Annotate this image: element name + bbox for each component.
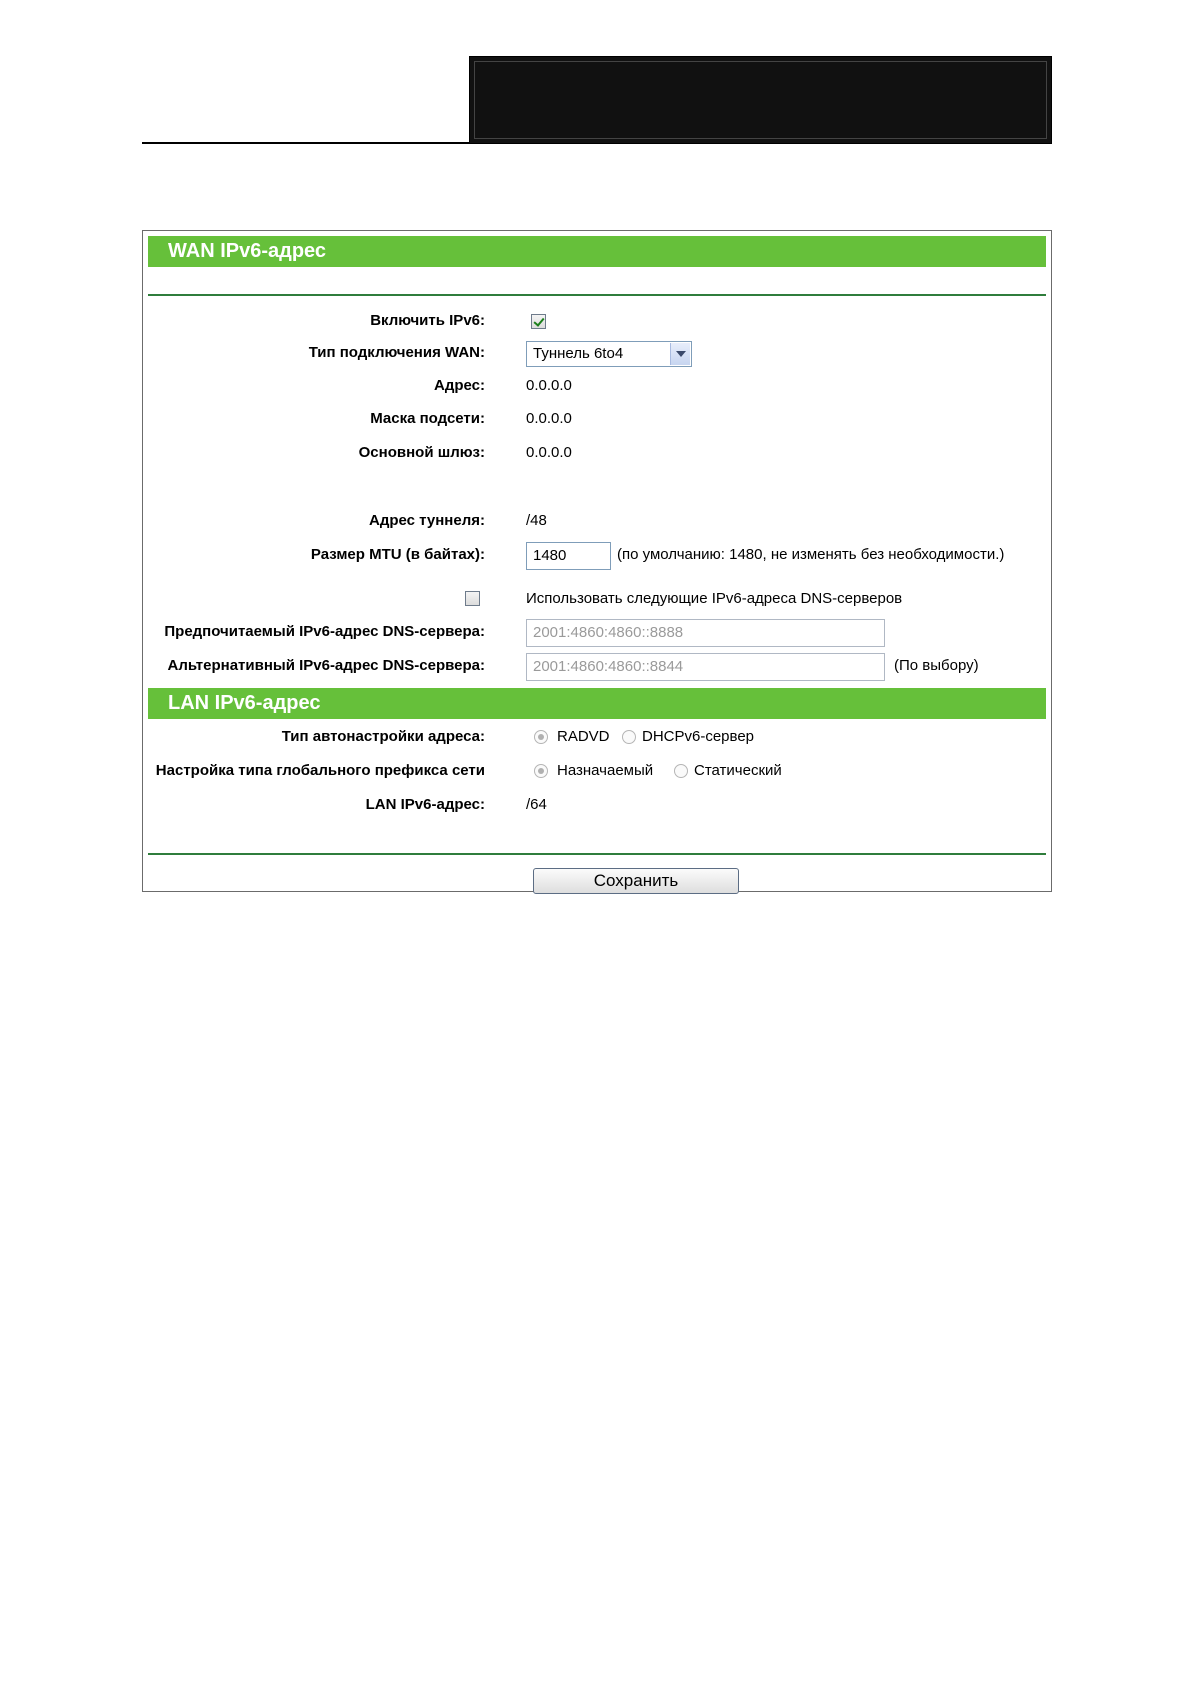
chevron-down-icon[interactable]	[670, 343, 690, 365]
gateway-value: 0.0.0.0	[526, 444, 572, 461]
lan-section-title: LAN IPv6-адрес	[148, 688, 1046, 719]
prefix-type-label: Настройка типа глобального префикса сети	[155, 762, 485, 779]
use-dns-checkbox[interactable]	[465, 591, 480, 606]
subnet-mask-value: 0.0.0.0	[526, 410, 572, 427]
secondary-dns-label: Альтернативный IPv6-адрес DNS-сервера:	[167, 657, 485, 674]
tunnel-address-label: Адрес туннеля:	[369, 512, 485, 529]
connection-type-select[interactable]	[526, 341, 692, 367]
connection-type-value: Туннель 6to4	[533, 345, 624, 362]
wan-separator	[148, 294, 1046, 296]
header-banner	[469, 56, 1052, 144]
header-rule	[142, 142, 469, 144]
connection-type-label: Тип подключения WAN:	[308, 344, 485, 361]
autoconf-dhcpv6-label: DHCPv6-сервер	[642, 728, 755, 745]
prefix-static-label: Статический	[694, 762, 782, 779]
autoconf-label: Тип автонастройки адреса:	[281, 728, 485, 745]
lan-address-label: LAN IPv6-адрес:	[365, 796, 485, 813]
wan-section-title: WAN IPv6-адрес	[148, 236, 1046, 267]
footer-separator	[148, 853, 1046, 855]
autoconf-radvd-label: RADVD	[557, 728, 610, 745]
tunnel-address-value: /48	[526, 512, 547, 529]
autoconf-radvd-radio[interactable]	[534, 730, 548, 744]
secondary-dns-input[interactable]: 2001:4860:4860::8844	[526, 653, 885, 681]
address-value: 0.0.0.0	[526, 377, 572, 394]
autoconf-dhcpv6-radio[interactable]	[622, 730, 636, 744]
prefix-delegated-label: Назначаемый	[557, 762, 654, 779]
subnet-mask-label: Маска подсети:	[370, 410, 485, 427]
gateway-label: Основной шлюз:	[358, 444, 485, 461]
enable-ipv6-checkbox[interactable]	[531, 314, 546, 329]
mtu-input[interactable]: 1480	[526, 542, 611, 570]
secondary-dns-note: (По выбору)	[894, 657, 979, 674]
save-button[interactable]: Сохранить	[533, 868, 739, 894]
lan-address-value: /64	[526, 796, 547, 813]
prefix-static-radio[interactable]	[674, 764, 688, 778]
address-label: Адрес:	[434, 377, 485, 394]
prefix-delegated-radio[interactable]	[534, 764, 548, 778]
mtu-note: (по умолчанию: 1480, не изменять без необходимости.)	[617, 546, 1005, 563]
use-dns-label: Использовать следующие IPv6-адреса DNS-серверов	[526, 590, 903, 607]
primary-dns-input[interactable]: 2001:4860:4860::8888	[526, 619, 885, 647]
ipv6-settings-panel	[142, 230, 1052, 892]
mtu-label: Размер MTU (в байтах):	[310, 546, 485, 563]
primary-dns-label: Предпочитаемый IPv6-адрес DNS-сервера:	[164, 623, 485, 640]
enable-ipv6-label: Включить IPv6:	[370, 312, 485, 329]
